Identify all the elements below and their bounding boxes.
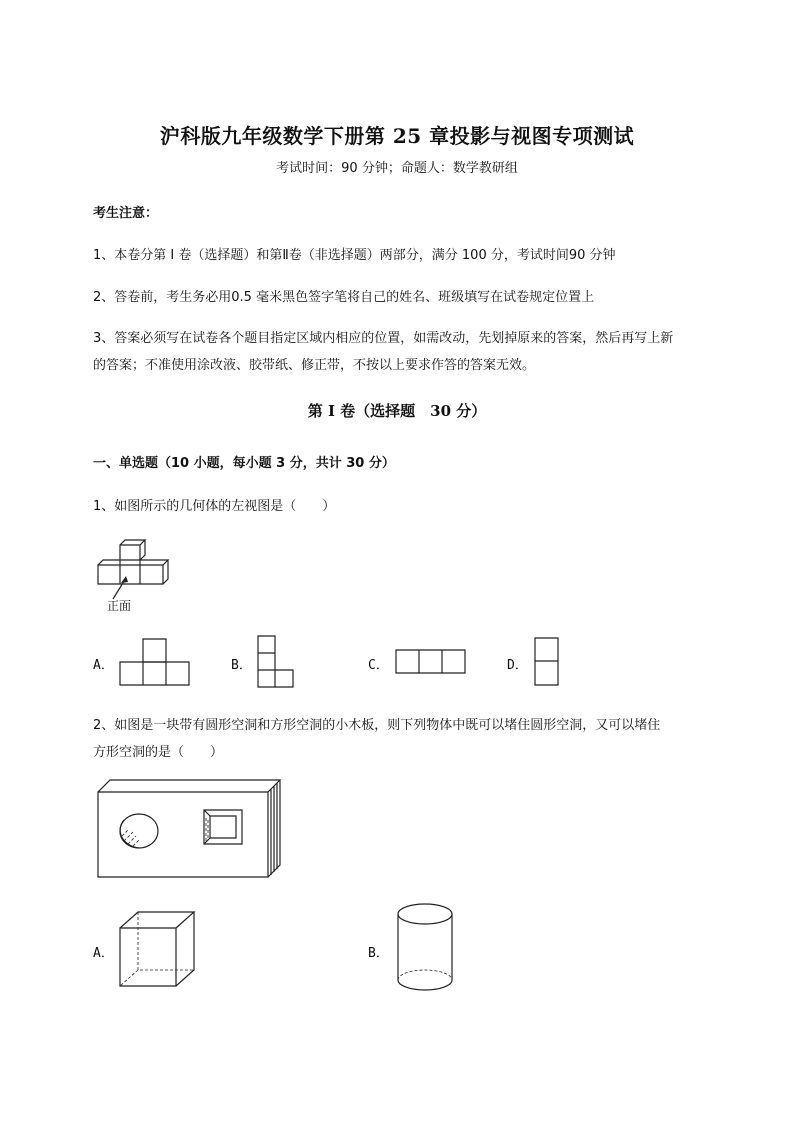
question-1-text: 1、如图所示的几何体的左视图是（ ）: [93, 499, 336, 514]
q1-front-label: 正面: [107, 599, 132, 613]
section-title: 第 I 卷（选择题 30 分）: [307, 402, 487, 420]
q2-board-figure: [96, 778, 284, 880]
q2-option-b-cylinder[interactable]: [395, 902, 455, 994]
notice-heading: 考生注意：: [93, 206, 159, 221]
q1-option-d-label[interactable]: D．: [507, 658, 528, 673]
question-2-text-line2: 方形空洞的是（ ）: [93, 745, 224, 760]
exam-subtitle: 考试时间：90 分钟；命题人：数学教研组: [276, 161, 518, 176]
q2-option-a-label[interactable]: A．: [93, 946, 114, 961]
notice-item-3: 3、答案必须写在试卷各个题目指定区域内相应的位置，如需改动，先划掉原来的答案，然后再写上新: [93, 331, 674, 346]
q1-option-b-label[interactable]: B．: [231, 658, 252, 673]
q2-option-a-cube[interactable]: [118, 910, 198, 990]
q2-option-b-label[interactable]: B．: [368, 946, 389, 961]
notice-item-1: 1、本卷分第 I 卷（选择题）和第Ⅱ卷（非选择题）两部分，满分 100 分，考试时间90 分钟: [93, 248, 616, 263]
q1-option-a-label[interactable]: A．: [93, 658, 114, 673]
q1-option-c-label[interactable]: C．: [368, 658, 389, 673]
notice-item-3-cont: 的答案；不准使用涂改液、胶带纸、修正带，不按以上要求作答的答案无效。: [93, 358, 536, 373]
notice-item-2: 2、答卷前，考生务必用0.5 毫米黑色签字笔将自己的姓名、班级填写在试卷规定位置上: [93, 290, 595, 305]
q1-option-c-figure[interactable]: [395, 649, 467, 675]
part-one-heading: 一、单选题（10 小题，每小题 3 分，共计 30 分）: [93, 456, 395, 471]
q1-option-b-figure[interactable]: [257, 635, 295, 689]
question-2-text-line1: 2、如图是一块带有圆形空洞和方形空洞的小木板，则下列物体中既可以堵住圆形空洞，又可以堵住: [93, 718, 661, 733]
q1-option-a-figure[interactable]: [119, 638, 191, 686]
q1-option-d-figure[interactable]: [534, 637, 560, 687]
exam-title: 沪科版九年级数学下册第 25 章投影与视图专项测试: [159, 124, 635, 148]
